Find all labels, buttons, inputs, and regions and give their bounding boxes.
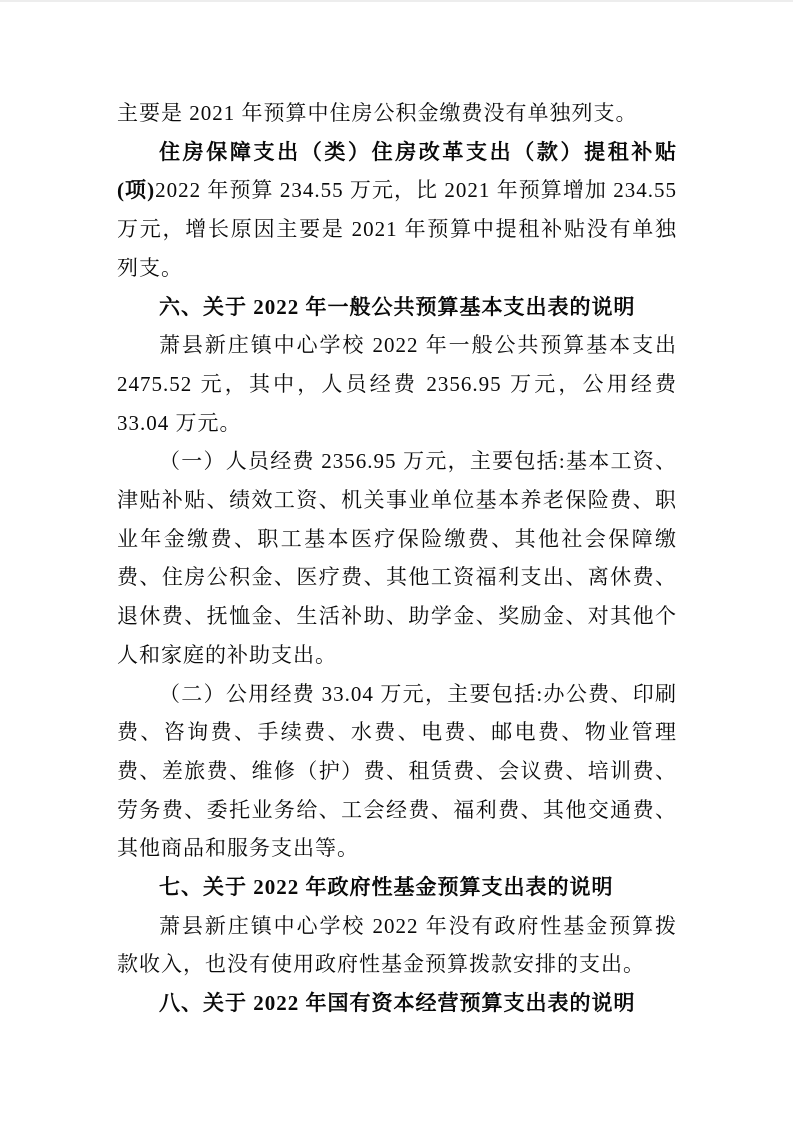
- section-heading: [117, 288, 677, 327]
- document-content: [117, 94, 677, 1023]
- text-run: 主要是 2021 年预算中住房公积金缴费没有单独列支。: [117, 101, 638, 125]
- text-run: （二）公用经费 33.04 万元，主要包括:办公费、印刷费、咨询费、手续费、水费、电费、邮电费、物业管理费、差旅费、维修（护）费、租赁费、会议费、培训费、劳务费、委托业务给、工会经费、福利费、其他交通费、其他商品和服务支出等。: [117, 681, 677, 861]
- body-paragraph: [117, 133, 677, 288]
- text-run: 萧县新庄镇中心学校 2022 年一般公共预算基本支出 2475.52 元，其中，人员经费 2356.95 万元，公用经费 33.04 万元。: [117, 333, 677, 435]
- bold-text-run: 住房保障支出（类）住房改革支出（款）提租补贴(项): [117, 139, 677, 203]
- section-heading: [117, 868, 677, 907]
- bold-text-run: 八、关于 2022 年国有资本经营预算支出表的说明: [159, 991, 636, 1016]
- body-paragraph: [117, 326, 677, 442]
- page-top-edge: [0, 0, 793, 2]
- bold-text-run: 七、关于 2022 年政府性基金预算支出表的说明: [159, 875, 614, 900]
- body-paragraph: [117, 94, 677, 133]
- section-heading: [117, 984, 677, 1023]
- text-run: 萧县新庄镇中心学校 2022 年没有政府性基金预算拨款收入，也没有使用政府性基金预算拨款安排的支出。: [117, 913, 677, 977]
- text-run: （一）人员经费 2356.95 万元，主要包括:基本工资、津贴补贴、绩效工资、机关事业单位基本养老保险费、职业年金缴费、职工基本医疗保险缴费、其他社会保障缴费、住房公积金、医疗费、其他工资福利支出、离休费、退休费、抚恤金、生活补助、助学金、奖励金、对其他个人和家庭的补助支出。: [117, 449, 677, 667]
- body-paragraph: [117, 907, 677, 984]
- body-paragraph: [117, 675, 677, 869]
- body-paragraph: [117, 442, 677, 674]
- bold-text-run: 六、关于 2022 年一般公共预算基本支出表的说明: [159, 294, 636, 319]
- text-run: 2022 年预算 234.55 万元，比 2021 年预算增加 234.55 万元，增长原因主要是 2021 年预算中提租补贴没有单独列支。: [117, 178, 677, 280]
